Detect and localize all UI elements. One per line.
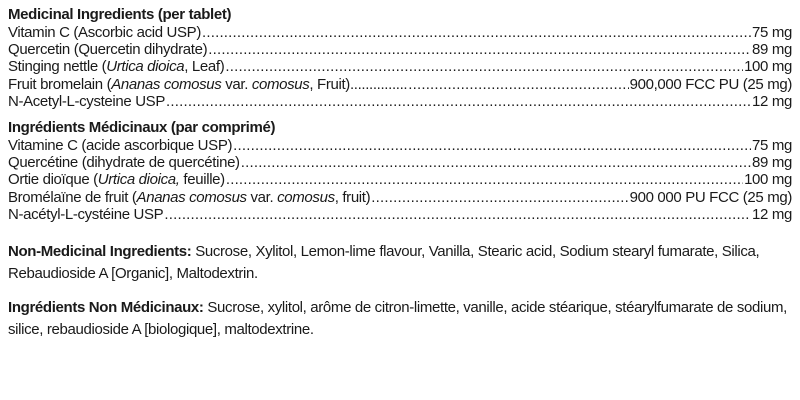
- ingredient-amount: 900 000 PU FCC (25 mg): [629, 188, 792, 206]
- ingredient-amount: 75 mg: [752, 24, 792, 41]
- medicinal-ingredients-title-en: Medicinal Ingredients (per tablet): [8, 6, 232, 23]
- ingredient-name: Ortie dioïque (Urtica dioica, feuille): [8, 171, 225, 189]
- ingredient-row: [8, 154, 792, 171]
- ingredient-name: N-Acetyl-L-cysteine USP: [8, 92, 165, 110]
- ingredient-name: Vitamine C (acide ascorbique USP): [8, 136, 233, 154]
- ingredient-row: [8, 24, 792, 41]
- ingredient-name: N-acétyl-L-cystéine USP: [8, 205, 164, 223]
- ingredient-name: Stinging nettle (Urtica dioica, Leaf): [8, 58, 225, 76]
- non-medicinal-text-fr: Sucrose, xylitol, arôme de citron-limette, vanille, acide stéarique, stéarylfumarate de sodium, silice, rebaudioside A [biologique], maltodextrine.: [8, 298, 787, 338]
- dot-leader: [241, 154, 751, 171]
- ingredient-row: [8, 41, 792, 58]
- non-medicinal-label-fr: Ingrédients Non Médicinaux:: [8, 298, 204, 316]
- ingredient-amount: 89 mg: [752, 154, 792, 172]
- ingredient-amount: 12 mg: [752, 92, 792, 110]
- ingredient-amount: 75 mg: [752, 136, 792, 154]
- dot-leader: [408, 76, 628, 93]
- ingredient-name: Bromélaïne de fruit (Ananas comosus var. comosus, fruit): [8, 188, 371, 206]
- ingredient-name: Vitamin C (Ascorbic acid USP): [8, 24, 201, 41]
- ingredient-row: [8, 58, 792, 75]
- ingredient-amount: 12 mg: [752, 205, 792, 223]
- ingredient-amount: 900,000 FCC PU (25 mg): [629, 75, 792, 93]
- ingredient-row: [8, 76, 792, 93]
- non-medicinal-text-en: Sucrose, Xylitol, Lemon-lime flavour, Vanilla, Stearic acid, Sodium stearyl fumarate, Silica, Rebaudioside A [Organic], Maltodextrin.: [8, 242, 760, 282]
- dot-leader: [202, 24, 751, 41]
- ingredient-amount: 100 mg: [744, 58, 792, 76]
- ingredient-name: Fruit bromelain (Ananas comosus var. comosus, Fruit)...............: [8, 75, 408, 93]
- ingredient-name: Quercetin (Quercetin dihydrate): [8, 41, 208, 59]
- dot-leader: [166, 93, 751, 110]
- non-medicinal-ingredients-en: [8, 241, 792, 285]
- dot-leader: [226, 171, 743, 188]
- ingredient-row: [8, 93, 792, 110]
- ingredient-row: [8, 171, 792, 188]
- dot-leader: [225, 58, 743, 75]
- dot-leader: [208, 41, 751, 58]
- ingredient-label: [8, 6, 792, 341]
- dot-leader: [233, 137, 751, 154]
- non-medicinal-ingredients-fr: [8, 297, 792, 341]
- non-medicinal-label-en: Non-Medicinal Ingredients:: [8, 242, 192, 260]
- ingredient-row: [8, 137, 792, 154]
- dot-leader: [164, 206, 751, 223]
- ingredient-amount: 89 mg: [752, 41, 792, 59]
- ingredient-name: Quercétine (dihydrate de quercétine): [8, 154, 240, 172]
- ingredient-row: [8, 206, 792, 223]
- ingredient-amount: 100 mg: [744, 171, 792, 189]
- ingredient-row: [8, 189, 792, 206]
- medicinal-ingredients-title-fr: Ingrédients Médicinaux (par comprimé): [8, 118, 276, 136]
- dot-leader: [371, 189, 628, 206]
